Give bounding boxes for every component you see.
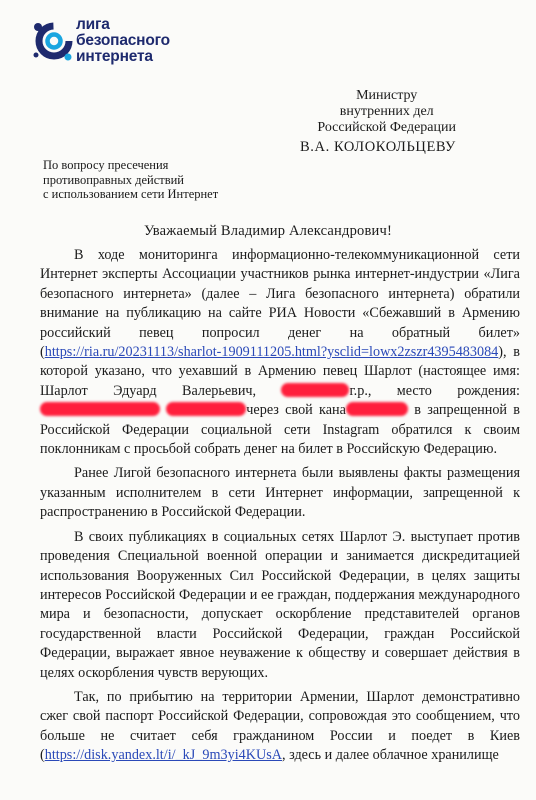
paragraph-4-text-a: Так, по прибытию на территории Армении, Шарлот демонстративно сжег свой паспорт Российской Федерации, сопровождая это сообщением, что больше не считает себя гражданином России и поедет в Киев ( bbox=[40, 688, 520, 764]
league-logo-icon bbox=[28, 17, 74, 67]
subject-line-2: противоправных действий bbox=[43, 172, 184, 187]
addressee-block bbox=[317, 88, 456, 136]
subject-line-3: с использованием сети Интернет bbox=[43, 187, 219, 201]
redaction-birthdate bbox=[281, 383, 349, 397]
addressee-line-3: Российской Федерации bbox=[317, 120, 456, 135]
subject-line-1: По вопросу пресечения bbox=[43, 158, 169, 172]
logo-line-3: интернета bbox=[76, 48, 153, 65]
logo-line-1: лига bbox=[76, 16, 110, 33]
redaction-channel bbox=[346, 402, 408, 416]
paragraph-1-text-a: В ходе мониторинга информационно-телекоммуникационной сети Интернет эксперты Ассоциации участников рынка интернет-индустрии «Лига безопасного интернета» (далее – Лига безопасного интернета) обратили внимание на публикацию на сайте РИА Новости «Сбежавший в Армению российский певец попросил денег на обратный билет» ( bbox=[40, 247, 520, 361]
paragraph-1-text-b: ), в которой указано, что уехавший в Армению певец Шарлот (настоящее имя: Шарлот Эдуард Валерьевич, bbox=[40, 344, 520, 399]
redaction-birthplace-cont bbox=[166, 402, 246, 416]
logo-line-2: безопасного bbox=[76, 32, 170, 49]
paragraph-1-text-d: через свой кана bbox=[246, 402, 346, 419]
paragraph-4 bbox=[40, 688, 520, 766]
league-logo bbox=[28, 17, 198, 71]
yandex-disk-link[interactable]: https://disk.yandex.lt/i/_kJ_9m3yi4KUsA bbox=[44, 747, 282, 764]
ria-article-link[interactable]: https://ria.ru/20231113/sharlot-1909111205.html?ysclid=lowx2zszr4395483084 bbox=[44, 344, 499, 361]
addressee-line-2: внутренних дел bbox=[339, 104, 434, 119]
paragraph-4-text-b: , здесь и далее облачное хранилище bbox=[282, 747, 499, 764]
paragraph-1-text-e: в запрещенной в Российской Федерации социальной сети Instagram обратился к своим поклонникам с просьбой собрать денег на билет в Российскую Федерацию. bbox=[40, 402, 520, 458]
addressee-line-1: Министру bbox=[356, 88, 418, 103]
subject-block bbox=[43, 158, 218, 202]
paragraph-2: Ранее Лигой безопасного интернета были выявлены факты размещения указанным исполнителем в сети Интернет информации, запрещенной к распространению в Российской Федерации. bbox=[40, 465, 520, 521]
letter-body bbox=[40, 246, 520, 771]
paragraph-1 bbox=[40, 246, 520, 459]
redaction-birthplace bbox=[40, 402, 160, 416]
greeting: Уважаемый Владимир Александрович! bbox=[143, 223, 393, 239]
addressee-name: В.А. КОЛОКОЛЬЦЕВУ bbox=[300, 139, 456, 155]
paragraph-1-text-c: г.р., место рождения: bbox=[349, 382, 520, 399]
paragraph-3: В своих публикациях в социальных сетях Шарлот Э. выступает против проведения Специальной военной операции и занимается дискредитацией использования Вооруженных Сил Российской Федерации, в целях защиты интересов Российской Федерации и ее граждан, поддержания международного мира и безопасности, допускает оскорбление представителей органов государственной власти Российской Федерации, граждан Российской Федерации, выражает явное неуважение к обществу и совершает действия в целях оскорбления чувств верующих. bbox=[40, 528, 520, 681]
